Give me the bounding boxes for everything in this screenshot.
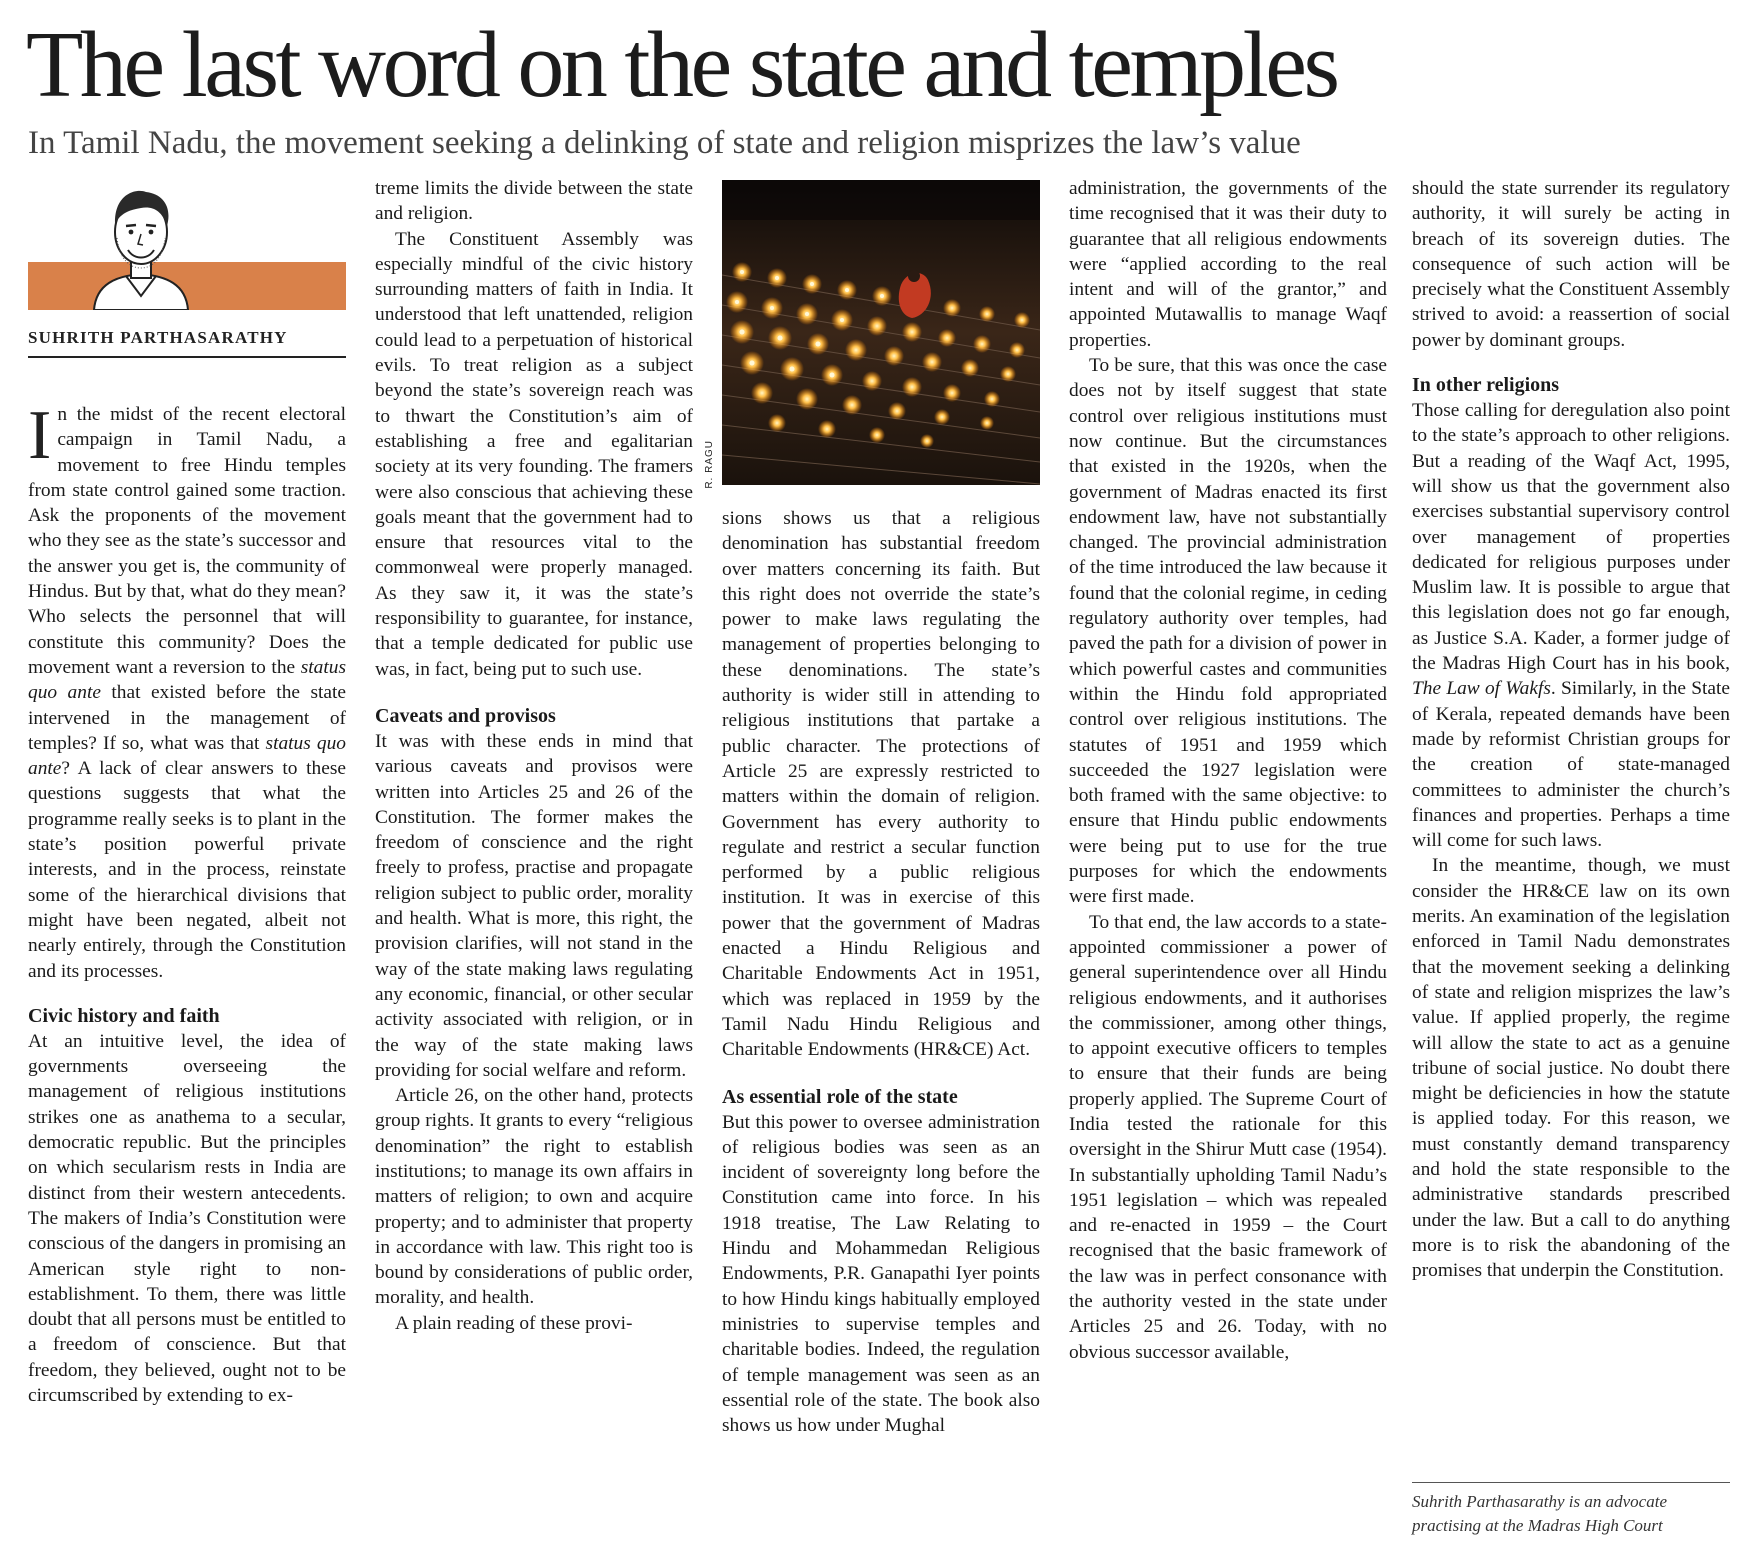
paragraph: But this power to oversee administration of religious bodies was seen as an incident of sovereignty long before the Constitution came into force. In his 1918 treatise, The Law Relating to Hindu and Mohammedan Religious Endowments, P.R. Ganapathi Iyer points to how Hindu kings habitually employed ministries to supervise temples and charitable bodies. Indeed, the regulation of temple management was seen as an essential role of the state. The book also shows us how under Mughal [722, 1111, 1040, 1437]
author-name: SUHRITH PARTHASARATHY [28, 328, 288, 347]
photo-credit: R. RAGU [704, 440, 715, 489]
paragraph: A plain reading of these provi- [395, 1312, 633, 1334]
column-3 [722, 506, 1040, 1438]
paragraph: should the state surrender its regulatory authority, it will surely be acting in breach of its sovereign duties. The consequence of such action will be precisely what the Constituent Assembly strived to avoid: a reassertion of social power by dominant groups. [1412, 178, 1730, 351]
subhead-civic-history: Civic history and faith [28, 1004, 220, 1027]
temple-lamps-photo [722, 180, 1040, 485]
paragraph: To be sure, that this was once the case does not by itself suggest that state control over religious institutions must now continue. But the circumstances that existed in the 1920s, when the government of Madras enacted its first endowment law, have not substantially changed. The provincial administration of the time introduced the law because it found that the colonial regime, in ceding regulatory authority over temples, had paved the path for a division of power in which powerful castes and communities within the Hindu fold appropriated control over religious institutions. The statutes of 1951 and 1959 which succeeded the 1927 legislation were both framed with the same objective: to ensure that Hindu public endowments were being put to use for the true purposes for which the endowments were first made. [1069, 355, 1387, 908]
paragraph: sions shows us that a religious denomination has substantial freedom over matters concerning its faith. But this right does not override the state’s power to make laws regulating the management of properties belonging to these denominations. The state’s authority is wider still in attending to religious institutions that partake a public character. The protections of Article 25 are expressly restricted to matters within the domain of religion. Government has every authority to regulate and restrict a secular function performed by a public religious institution. It was in exercise of this power that the government of Madras enacted a Hindu Religious and Charitable Endowments Act in 1951, which was replaced in 1959 by the Tamil Nadu Hindu Religious and Charitable Endowments (HR&CE) Act. [722, 508, 1040, 1061]
paragraph: At an intuitive level, the idea of governments overseeing the management of religious institutions strikes one as anathema to a secular, democratic republic. But the principles on which secularism rests in India are distinct from their western antecedents. The makers of India’s Constitution were conscious of the dangers in promising an American style right to non-establishment. To them, there was little doubt that all persons must be entitled to a freedom of conscience. But that freedom, they believed, ought not to be circumscribed by extending to ex- [28, 1030, 346, 1406]
book-title: The Law of Wakfs [1412, 678, 1551, 700]
headline: The last word on the state and temples [26, 13, 1337, 117]
drop-cap: I [28, 397, 52, 474]
deck: In Tamil Nadu, the movement seeking a delinking of state and religion misprizes the law’s value [28, 125, 1301, 161]
author-bio: Suhrith Parthasarathy is an advocate practising at the Madras High Court [1412, 1492, 1667, 1535]
paragraph: Those calling for deregulation also point to the state’s approach to other religions. But a reading of the Waqf Act, 1995, will show us that the government also exercises substantial supervisory control over management of properties dedicated for religious purposes under Muslim law. It is possible to argue that this legislation does not go far enough, as Justice S.A. Kader, a former judge of the Madras High Court has in his book, The Law of Wakfs. Similarly, in the State of Kerala, repeated demands have been made by reformist Christian groups for the creation of state-managed committees to administer the church’s finances and properties. Perhaps a time will come for such laws. [1412, 400, 1731, 852]
subhead-essential-role: As essential role of the state [722, 1085, 958, 1108]
column-1 [28, 397, 346, 1408]
paragraph: treme limits the divide between the state and religion. [375, 178, 693, 225]
bio-rule [1412, 1482, 1730, 1483]
byline [28, 180, 346, 360]
column-4 [1069, 176, 1387, 1365]
paragraph: It was with these ends in mind that various caveats and provisos were written into Articles 25 and 26 of the Constitution. The former makes the freedom of conscience and the right freely to profess, practise and propagate religion subject to public order, morality and health. What is more, this right, the provision clarifies, will not stand in the way of the state making laws regulating any economic, financial, or other secular activity associated with religion, or in the way of the state making laws providing for social welfare and reform. [375, 730, 693, 1081]
lede-paragraph: In the midst of the recent electoral campaign in Tamil Nadu, a movement to free Hindu temples from state control gained some traction. Ask the proponents of the movement who they see as the state’s successor and the answer you get is, the community of Hindus. But by that, what do they mean? Who selects the personnel that will constitute this community? Does the movement want a reversion to the status quo ante that existed before the state intervened in the management of temples? If so, what was that status quo ante? A lack of clear answers to these questions suggests that what the programme really seeks is to plant in the state’s position powerful private interests, and in the process, reinstate some of the hierarchical divisions that might have been negated, albeit not nearly entirely, through the Constitution and its processes. [28, 397, 346, 982]
author-portrait [86, 180, 196, 310]
author-rule [28, 356, 346, 358]
paragraph: Article 26, on the other hand, protects group rights. It grants to every “religious denomination” the right to establish institutions; to manage its own affairs in matters of religion; to own and acquire property; and to administer that property in accordance with law. This right too is bound by considerations of public order, morality, and health. [375, 1085, 693, 1309]
subhead-other-religions: In other religions [1412, 374, 1560, 397]
paragraph: The Constituent Assembly was especially mindful of the civic history surrounding matters of faith in India. It understood that left unattended, religion could lead to a perpetuation of historical evils. To treat religion as a subject beyond the state’s sovereign reach was to thwart the Constitution’s aim of establishing a free and egalitarian society at its very founding. The framers were also conscious that achieving these goals meant that the government had to ensure that resources vital to the commonweal were properly managed. As they saw it, it was the state’s responsibility to guarantee, for instance, that a temple dedicated for public use was, in fact, being put to such use. [375, 228, 693, 680]
subhead-caveats: Caveats and provisos [375, 704, 556, 727]
paragraph: In the meantime, though, we must consider the HR&CE law on its own merits. An examination of the legislation enforced in Tamil Nadu demonstrates that the movement seeking a delinking of state and religion misprizes the law’s value. If applied properly, the regime will allow the state to act as a genuine tribune of social justice. No doubt there might be deficiencies in how the statute is applied today. For this reason, we must constantly demand transparency and hold the state responsible to the administrative standards prescribed under the law. But a call to do anything more is to risk the abandoning of the promises that underpin the Constitution. [1412, 855, 1730, 1282]
column-2 [375, 176, 693, 1336]
column-5 [1412, 176, 1730, 1283]
paragraph: To that end, the law accords to a state-appointed commissioner a power of general superintendence over all Hindu religious endowments, and it authorises the commissioner, among other things, to appoint executive officers to temples to ensure that their funds are being properly applied. The Supreme Court of India tested the rationale for this oversight in the Shirur Mutt case (1954). In substantially upholding Tamil Nadu’s 1951 legislation – which was repealed and re-enacted in 1959 – the Court recognised that the basic framework of the law was in perfect consonance with the authority vested in the state under Articles 25 and 26. Today, with no obvious successor available, [1069, 911, 1387, 1363]
paragraph: administration, the governments of the time recognised that it was their duty to guarantee that all religious endowments were “applied according to the real intent and will of the grantor,” and appointed Mutawallis to manage Waqf properties. [1069, 178, 1387, 351]
